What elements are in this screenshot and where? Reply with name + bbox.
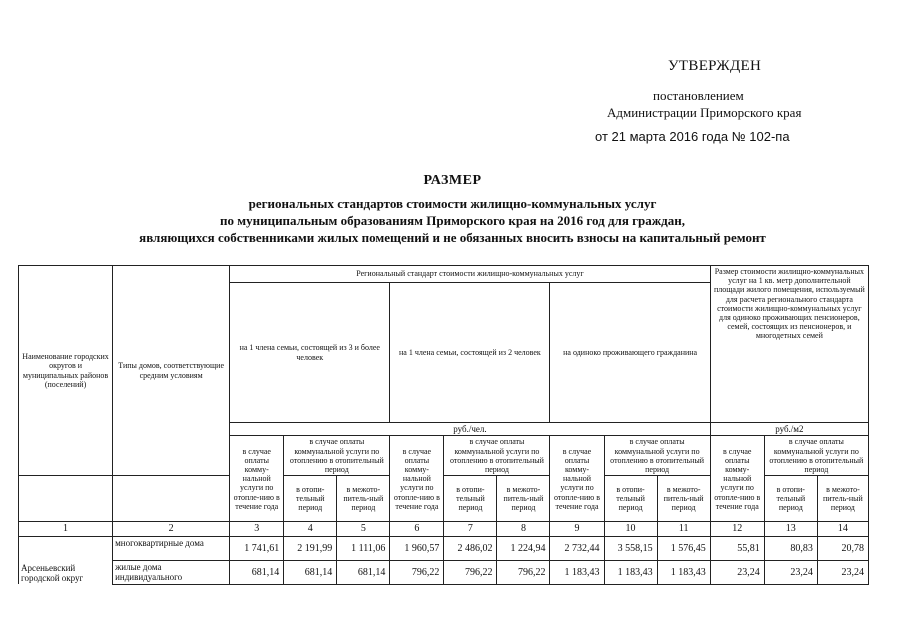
header-extra-area-cost: Размер стоимости жилищно-коммунальных услуг на 1 кв. метр дополнительной площади жилого помещения, используемый для расчета регионального стандарта стоимости жилищно-коммунальных услуг для одиноко проживающих пенсионеров, семей, состоящих из пенсионеров, и многодетных семей: [710, 266, 868, 423]
column-number: 11: [657, 522, 710, 537]
header-heating-period: в случае оплаты коммунальной услуги по отоплению в отопительный период: [284, 436, 390, 476]
value-cell: 20,78: [817, 537, 868, 561]
header-between-heating: в межото-питель-ный период: [337, 476, 390, 522]
house-type: многоквартирные дома: [113, 537, 230, 561]
header-in-heating: в отопи-тельный период: [284, 476, 337, 522]
value-cell: 23,24: [817, 561, 868, 585]
column-number: 3: [230, 522, 284, 537]
value-cell: 681,14: [230, 561, 284, 585]
header-heating-period: в случае оплаты коммунальной услуги по отоплению в отопительный период: [444, 436, 550, 476]
document-subtitle-line-2: по муниципальным образованиям Приморского края на 2016 год для граждан,: [220, 213, 685, 228]
column-number: 7: [444, 522, 497, 537]
value-cell: 681,14: [284, 561, 337, 585]
value-cell: 681,14: [337, 561, 390, 585]
house-type: жилые дома индивидуального: [113, 561, 230, 585]
value-cell: 23,24: [764, 561, 817, 585]
value-cell: 1 960,57: [390, 537, 444, 561]
table-row: [19, 561, 869, 585]
header-house-type: Типы домов, соответствующие средним условиям: [113, 266, 230, 476]
header-year-round: в случае оплаты комму-нальной услуги по отопле-нию в течение года: [710, 436, 764, 522]
value-cell: 796,22: [497, 561, 550, 585]
region-name: Арсеньевский городской округ: [19, 537, 113, 585]
header-year-round: в случае оплаты комму-нальной услуги по отопле-нию в течение года: [230, 436, 284, 522]
document-title: РАЗМЕР: [423, 173, 482, 188]
value-cell: 23,24: [710, 561, 764, 585]
value-cell: 796,22: [390, 561, 444, 585]
column-number: 5: [337, 522, 390, 537]
header-year-round: в случае оплаты комму-нальной услуги по отопле-нию в течение года: [390, 436, 444, 522]
approval-line-2: Администрации Приморского края: [607, 105, 802, 120]
value-cell: 1 183,43: [657, 561, 710, 585]
header-year-round: в случае оплаты комму-нальной услуги по отопле-нию в течение года: [550, 436, 604, 522]
column-number: 6: [390, 522, 444, 537]
header-between-heating: в межото-питель-ный период: [657, 476, 710, 522]
value-cell: 2 732,44: [550, 537, 604, 561]
document-subtitle-line-3: являющихся собственниками жилых помещений и не обязанных вносить взносы на капитальный ремонт: [139, 230, 766, 245]
header-in-heating: в отопи-тельный период: [764, 476, 817, 522]
column-number: 1: [19, 522, 113, 537]
column-number: 13: [764, 522, 817, 537]
column-number: 10: [604, 522, 657, 537]
unit-per-m2: руб./м2: [710, 423, 868, 436]
standards-table: [18, 265, 869, 585]
header-in-heating: в отопи-тельный период: [444, 476, 497, 522]
value-cell: 3 558,15: [604, 537, 657, 561]
header-type-spacer: [113, 476, 230, 522]
value-cell: 1 741,61: [230, 537, 284, 561]
approval-block: [560, 58, 890, 144]
approval-line-3: от 21 марта 2016 года № 102-па: [595, 129, 790, 144]
document-subtitle-line-1: региональных стандартов стоимости жилищно-коммунальных услуг: [248, 196, 657, 211]
header-between-heating: в межото-питель-ный период: [497, 476, 550, 522]
value-cell: 80,83: [764, 537, 817, 561]
value-cell: 1 224,94: [497, 537, 550, 561]
column-number: 8: [497, 522, 550, 537]
column-number: 4: [284, 522, 337, 537]
column-number: 9: [550, 522, 604, 537]
header-between-heating: в межото-питель-ный период: [817, 476, 868, 522]
value-cell: 1 111,06: [337, 537, 390, 561]
header-heating-period: в случае оплаты коммунальной услуги по отоплению в отопительный период: [604, 436, 710, 476]
header-region-spacer: [19, 476, 113, 522]
approval-title: УТВЕРЖДЕН: [668, 58, 762, 74]
header-in-heating: в отопи-тельный период: [604, 476, 657, 522]
header-single: на одиноко проживающего гражданина: [550, 283, 710, 423]
header-region: Наименование городских округов и муниципальных районов (поселений): [19, 266, 113, 476]
column-number-row: [19, 522, 869, 537]
value-cell: 55,81: [710, 537, 764, 561]
unit-per-person: руб./чел.: [230, 423, 711, 436]
header-heating-period: в случае оплаты коммунальной услуги по отоплению в отопительный период: [764, 436, 868, 476]
column-number: 14: [817, 522, 868, 537]
value-cell: 2 191,99: [284, 537, 337, 561]
table-row: [19, 537, 869, 561]
value-cell: 796,22: [444, 561, 497, 585]
approval-line-1: постановлением: [653, 88, 744, 103]
value-cell: 1 576,45: [657, 537, 710, 561]
value-cell: 2 486,02: [444, 537, 497, 561]
value-cell: 1 183,43: [604, 561, 657, 585]
column-number: 2: [113, 522, 230, 537]
header-family-2: на 1 члена семьи, состоящей из 2 человек: [390, 283, 550, 423]
value-cell: 1 183,43: [550, 561, 604, 585]
header-regional-standard: Региональный стандарт стоимости жилищно-коммунальных услуг: [230, 266, 711, 283]
header-family-3: на 1 члена семьи, состоящей из 3 и более человек: [230, 283, 390, 423]
column-number: 12: [710, 522, 764, 537]
